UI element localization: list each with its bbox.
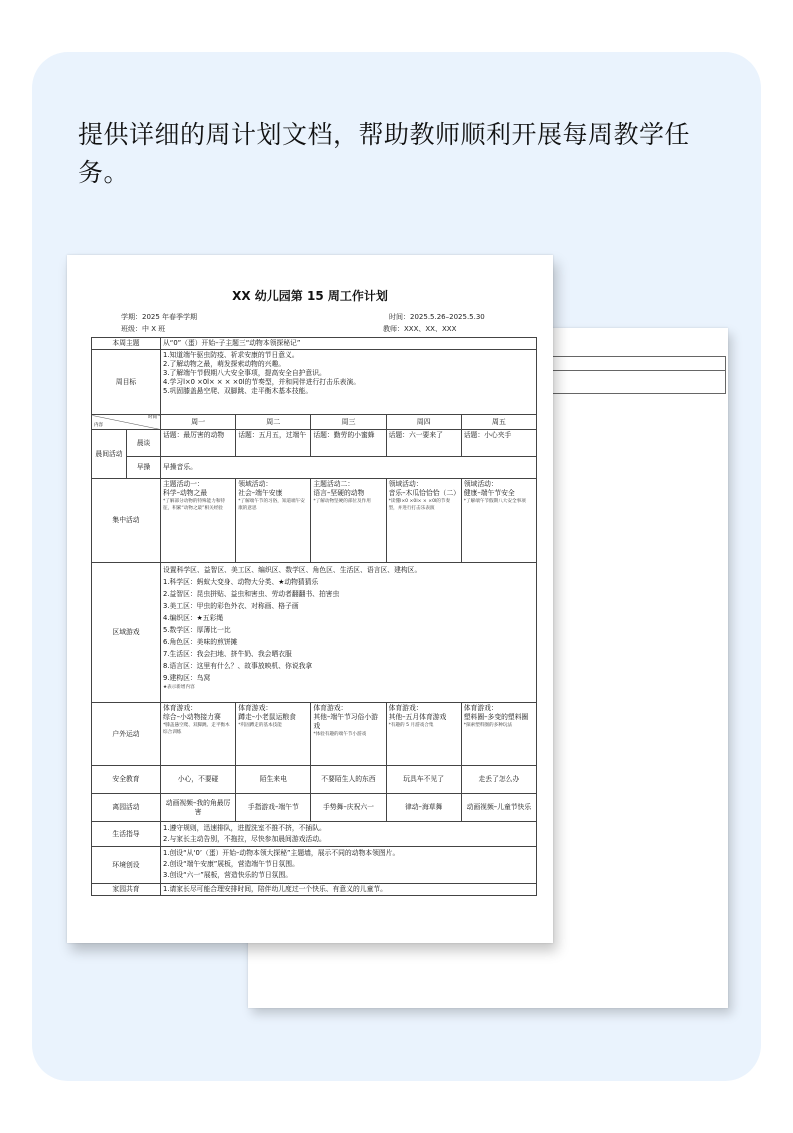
- day-header: 周五: [461, 415, 536, 430]
- cell-head: 领域活动：: [388, 480, 423, 488]
- cell-note: *读懂l×0 ×0l× × ×0l的节奏型，并进行打击乐表演: [388, 499, 451, 511]
- cell-head: 体育游戏：: [238, 704, 273, 712]
- cell-title: 健康–端午节安全: [463, 489, 515, 497]
- cell-title: 社会–端午安康: [238, 489, 283, 497]
- env-cell: [161, 847, 537, 884]
- cell-title: 蹲走–小老鼠运粮食: [238, 713, 296, 721]
- area-item: 设置科学区、益智区、美工区、编织区、数学区、角色区、生活区、语言区、建构区。: [163, 566, 422, 574]
- goal-item: 5.巩固膝盖悬空爬、双脚跳、走平衡木基本技能。: [163, 387, 313, 395]
- morning-talk-cell: 话题：六一要来了: [386, 430, 461, 457]
- cell-title: 其他–五月体育游戏: [388, 713, 447, 721]
- morning-label: 晨间活动: [92, 430, 127, 479]
- cell-note: *膝盖悬空爬、双脚跳、走平衡木综合训练: [163, 723, 230, 735]
- area-item: 2.益智区：昆虫拼贴、益虫和害虫、劳动者翻翻书、拍害虫: [163, 590, 340, 598]
- corner-content-label: 内容: [94, 423, 103, 428]
- leave-cell: 动画视频–我的角最厉害: [161, 794, 236, 822]
- group-activity-cell: [311, 479, 386, 563]
- area-game-label: 区域游戏: [92, 563, 161, 703]
- cell-title: 语言–坚硬的动物: [313, 489, 365, 497]
- env-item: 1.创设“从‘0’（蛋）开始–动物本领大探秘”主题墙，展示不同的动物本领图片。: [163, 849, 400, 857]
- morning-talk-cell: 话题：最厉害的动物: [161, 430, 236, 457]
- day-header: 周一: [161, 415, 236, 430]
- class-label: 班级：中 X 班: [121, 325, 166, 333]
- life-item: 1.遵守规则，迅速排队，进盥洗室不推不挤，不插队。: [163, 824, 326, 832]
- cell-note: *了解动物坚硬的部位及作用: [313, 499, 371, 504]
- area-game-cell: [161, 563, 537, 703]
- area-item: 1.科学区：蚂蚁大变身、动物大分类、★动物猜猜乐: [163, 578, 319, 586]
- outdoor-cell: [161, 703, 236, 766]
- front-document-page: [67, 255, 553, 943]
- cell-title: 音乐–木瓜恰恰恰（二）: [388, 489, 460, 497]
- safety-cell: 走丢了怎么办: [461, 766, 536, 794]
- theme-value: 从“0”（蛋）开始–子主题三“动物本领探秘记”: [161, 338, 537, 350]
- home-label: 家园共育: [92, 884, 161, 896]
- leave-label: 离园活动: [92, 794, 161, 822]
- cell-head: 主题活动一：: [163, 480, 204, 488]
- group-activity-cell: [386, 479, 461, 563]
- life-item: 2.与家长主动告别，不拖拉，尽快参加晨间游戏活动。: [163, 835, 326, 843]
- theme-label: 本周主题: [92, 338, 161, 350]
- cell-title: 塑料圈–多变的塑料圈: [463, 713, 529, 721]
- goal-item: 2.了解动物之最，萌发探索动物的兴趣。: [163, 360, 286, 368]
- weekly-plan-table: [91, 337, 537, 896]
- life-label: 生活指导: [92, 822, 161, 847]
- cell-note: *有趣的 5 月游戏合集: [388, 723, 434, 728]
- goals-cell: [161, 350, 537, 415]
- cell-note: *了解端午节的习俗，知道端午安康的意思: [238, 499, 305, 511]
- group-activity-cell: [236, 479, 311, 563]
- cell-head: 领域活动：: [238, 480, 273, 488]
- time-label: 时间：2025.5.26–2025.5.30: [389, 313, 485, 321]
- safety-cell: 玩具车不见了: [386, 766, 461, 794]
- cell-note: *巩固蹲走的基本技能: [238, 723, 282, 728]
- outdoor-label: 户外运动: [92, 703, 161, 766]
- cell-head: 体育游戏：: [163, 704, 197, 712]
- teacher-label: 教师：XXX、XX、XXX: [383, 325, 457, 333]
- cell-head: 主题活动二：: [313, 480, 355, 488]
- morning-exercise-label: 早操: [127, 457, 161, 479]
- day-header: 周四: [386, 415, 461, 430]
- leave-cell: 动画视频–儿童节快乐: [461, 794, 536, 822]
- leave-cell: 手势舞–庆祝六一: [311, 794, 386, 822]
- env-item: 2.创设“端午安康”展板，营造端午节日氛围。: [163, 860, 299, 868]
- cell-title: 科学–动物之最: [163, 489, 208, 497]
- day-header: 周二: [236, 415, 311, 430]
- cell-title: 其他–端午节习俗小游戏: [313, 713, 378, 730]
- group-activity-cell: [161, 479, 236, 563]
- area-note: ★表示新增内容: [163, 685, 195, 690]
- morning-talk-cell: 话题：小心夹手: [461, 430, 536, 457]
- area-item: 8.语言区：这里有什么？、故事放映机、你说我拿: [163, 662, 313, 670]
- morning-talk-label: 晨谈: [127, 430, 161, 457]
- leave-cell: 手指游戏–端午节: [236, 794, 311, 822]
- cell-head: 体育游戏：: [388, 704, 423, 712]
- env-item: 3.创设“六一”展板，营造快乐的节日氛围。: [163, 871, 293, 879]
- area-item: 3.美工区：甲虫的彩色外衣、对称画、格子画: [163, 602, 299, 610]
- cell-head: 领域活动：: [463, 480, 498, 488]
- outdoor-cell: [386, 703, 461, 766]
- leave-cell: 律动–海草舞: [386, 794, 461, 822]
- cell-note: *了解部分动物的特殊能力和特征，积累“动物之最”相关经验: [163, 499, 226, 511]
- area-item: 4.编织区：★五彩绳: [163, 614, 224, 622]
- cell-note: *体验有趣的端午节小游戏: [313, 732, 367, 737]
- semester-label: 学期：2025 年春季学期: [121, 313, 198, 321]
- header-corner-cell: [92, 415, 161, 430]
- safety-label: 安全教育: [92, 766, 161, 794]
- goal-item: 1.知道端午驱虫防疫、祈求安康的节日意义。: [163, 351, 299, 359]
- group-activity-cell: [461, 479, 536, 563]
- goal-item: 3.了解端午节假期八大安全事项，提高安全自护意识。: [163, 369, 326, 377]
- area-item: 6.角色区：美味的煎饼摊: [163, 638, 238, 646]
- outdoor-cell: [236, 703, 311, 766]
- area-item: 5.数学区：厚薄比一比: [163, 626, 231, 634]
- cell-title: 综合–小动物接力赛: [163, 713, 221, 721]
- goals-label: 周目标: [92, 350, 161, 415]
- cell-head: 体育游戏：: [313, 704, 348, 712]
- corner-time-label: 时间: [148, 415, 157, 420]
- home-cell: 1.请家长尽可能合理安排时间，陪伴幼儿度过一个快乐、有意义的儿童节。: [161, 884, 537, 896]
- doc-title: XX 幼儿园第 15 周工作计划: [232, 289, 388, 303]
- day-header: 周三: [311, 415, 386, 430]
- safety-cell: 不要陌生人的东西: [311, 766, 386, 794]
- outdoor-cell: [461, 703, 536, 766]
- cell-head: 体育游戏：: [463, 704, 498, 712]
- area-item: 9.建构区：鸟窝: [163, 674, 211, 682]
- morning-exercise-value: 早操音乐。: [161, 457, 537, 479]
- safety-cell: 小心，不要碰: [161, 766, 236, 794]
- safety-cell: 陌生来电: [236, 766, 311, 794]
- area-item: 7.生活区：我会扫地、挤牛奶、我会晒衣服: [163, 650, 292, 658]
- env-label: 环境创设: [92, 847, 161, 884]
- group-activity-label: 集中活动: [92, 479, 161, 563]
- life-cell: [161, 822, 537, 847]
- cell-note: *探索塑料圈的多种玩法: [463, 723, 512, 728]
- morning-talk-cell: 话题：五月五，过端午: [236, 430, 311, 457]
- goal-item: 4.学习l×0 ×0l× × × ×0l的节奏型，并和同伴进行打击乐表演。: [163, 378, 361, 386]
- cell-note: *了解端午节假期八大安全事项: [463, 499, 526, 504]
- morning-talk-cell: 话题：勤劳的小蜜蜂: [311, 430, 386, 457]
- headline: 提供详细的周计划文档，帮助教师顺利开展每周教学任务。: [78, 120, 691, 187]
- outdoor-cell: [311, 703, 386, 766]
